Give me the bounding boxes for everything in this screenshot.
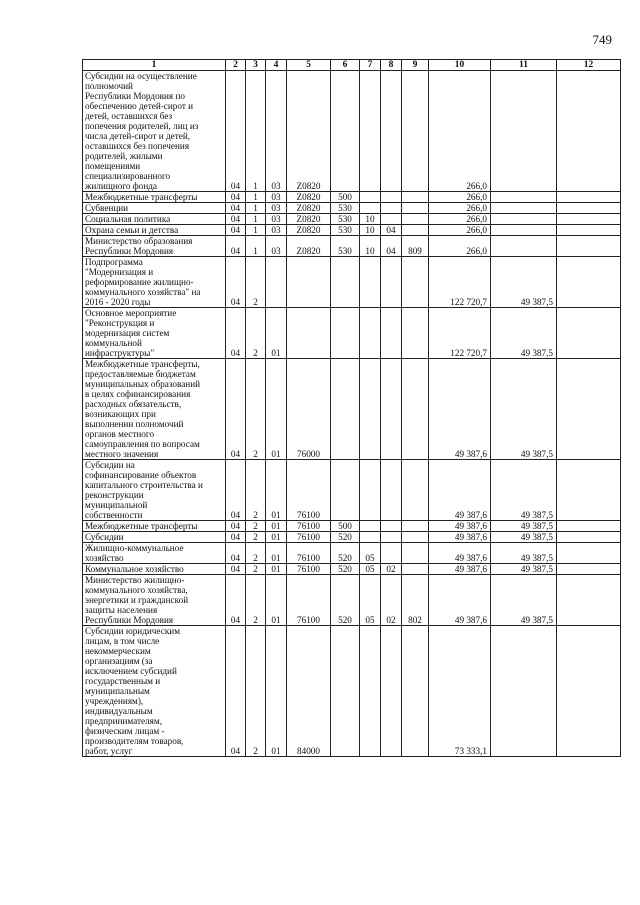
row-cell-c6: 500 (331, 521, 360, 532)
header-cell: 1 (83, 60, 226, 71)
row-cell-c11: 49 387,5 (491, 575, 557, 626)
row-cell-c4: 03 (266, 236, 287, 257)
row-cell-c12 (557, 564, 621, 575)
row-cell-c6: 500 (331, 192, 360, 203)
row-cell-c2: 04 (226, 214, 246, 225)
row-cell-c8 (381, 626, 402, 757)
row-cell-c4: 01 (266, 543, 287, 564)
row-cell-c7 (360, 203, 381, 214)
row-cell-c4: 01 (266, 532, 287, 543)
row-cell-c5: Z0820 (287, 225, 331, 236)
row-cell-c8 (381, 71, 402, 192)
row-cell-c4: 03 (266, 203, 287, 214)
row-name-cell: Жилищно-коммунальное хозяйство (83, 543, 226, 564)
row-name-cell: Коммунальное хозяйство (83, 564, 226, 575)
row-cell-c2: 04 (226, 192, 246, 203)
budget-table (82, 59, 621, 757)
row-cell-c10: 266,0 (429, 236, 491, 257)
row-cell-c7: 10 (360, 225, 381, 236)
table-row (83, 543, 621, 564)
table-row (83, 532, 621, 543)
row-cell-c10: 49 387,6 (429, 564, 491, 575)
row-cell-c2: 04 (226, 308, 246, 359)
row-cell-c7: 05 (360, 575, 381, 626)
row-cell-c8: 04 (381, 225, 402, 236)
table-row (83, 236, 621, 257)
row-cell-c3: 2 (246, 564, 266, 575)
row-cell-c4: 01 (266, 575, 287, 626)
row-cell-c12 (557, 308, 621, 359)
header-cell: 4 (266, 60, 287, 71)
row-cell-c9 (402, 214, 429, 225)
row-cell-c7 (360, 192, 381, 203)
row-cell-c4: 03 (266, 192, 287, 203)
row-cell-c7: 10 (360, 214, 381, 225)
row-cell-c3: 2 (246, 521, 266, 532)
row-name-cell: Основное мероприятие "Реконструкция и модернизация систем коммунальной инфраструктуры" (83, 308, 226, 359)
table-row (83, 71, 621, 192)
row-cell-c7: 05 (360, 564, 381, 575)
row-cell-c4: 03 (266, 225, 287, 236)
header-cell: 12 (557, 60, 621, 71)
row-cell-c5: 76100 (287, 532, 331, 543)
row-cell-c12 (557, 71, 621, 192)
row-cell-c10: 49 387,6 (429, 543, 491, 564)
row-cell-c10: 266,0 (429, 71, 491, 192)
row-cell-c3: 1 (246, 203, 266, 214)
row-cell-c8: 02 (381, 564, 402, 575)
row-cell-c9: 802 (402, 575, 429, 626)
row-cell-c11: 49 387,5 (491, 564, 557, 575)
row-cell-c12 (557, 203, 621, 214)
row-cell-c9 (402, 225, 429, 236)
table-row (83, 521, 621, 532)
row-cell-c8 (381, 203, 402, 214)
row-cell-c5: 76000 (287, 359, 331, 460)
row-cell-c2: 04 (226, 225, 246, 236)
row-cell-c5: 76100 (287, 564, 331, 575)
row-cell-c7 (360, 359, 381, 460)
row-cell-c3: 1 (246, 214, 266, 225)
row-cell-c3: 2 (246, 626, 266, 757)
row-cell-c10: 122 720,7 (429, 308, 491, 359)
row-cell-c12 (557, 192, 621, 203)
row-cell-c8 (381, 521, 402, 532)
row-name-cell: Субсидии на осуществление полномочий Республики Мордовия по обеспечению детей-сирот и детей, оставшихся без попечения родителей, лиц из числа детей-сирот и детей, оставшихся без попечения родителей, жилыми помещениями специализированного жилищного фонда (83, 71, 226, 192)
row-cell-c10: 49 387,6 (429, 359, 491, 460)
row-cell-c9 (402, 564, 429, 575)
row-cell-c9 (402, 192, 429, 203)
row-name-cell: Субсидии (83, 532, 226, 543)
row-cell-c8 (381, 257, 402, 308)
row-cell-c12 (557, 521, 621, 532)
header-cell: 9 (402, 60, 429, 71)
row-cell-c5: Z0820 (287, 214, 331, 225)
row-cell-c9 (402, 543, 429, 564)
table-row (83, 308, 621, 359)
row-cell-c4 (266, 257, 287, 308)
row-cell-c11: 49 387,5 (491, 543, 557, 564)
table-row (83, 225, 621, 236)
row-cell-c3: 2 (246, 532, 266, 543)
header-cell: 5 (287, 60, 331, 71)
table-row (83, 626, 621, 757)
row-cell-c3: 2 (246, 359, 266, 460)
row-cell-c8 (381, 308, 402, 359)
row-cell-c11: 49 387,5 (491, 359, 557, 460)
row-cell-c2: 04 (226, 460, 246, 521)
row-cell-c5: Z0820 (287, 71, 331, 192)
row-cell-c7: 05 (360, 543, 381, 564)
row-cell-c7 (360, 460, 381, 521)
row-cell-c7 (360, 521, 381, 532)
row-cell-c5: 76100 (287, 543, 331, 564)
row-cell-c12 (557, 214, 621, 225)
row-cell-c2: 04 (226, 257, 246, 308)
row-cell-c4: 03 (266, 71, 287, 192)
row-cell-c5: Z0820 (287, 192, 331, 203)
header-cell: 3 (246, 60, 266, 71)
header-row (83, 60, 621, 71)
row-cell-c9 (402, 257, 429, 308)
row-cell-c10: 49 387,6 (429, 460, 491, 521)
row-cell-c12 (557, 532, 621, 543)
row-cell-c6 (331, 71, 360, 192)
row-cell-c5: 76100 (287, 460, 331, 521)
row-cell-c9 (402, 359, 429, 460)
row-cell-c2: 04 (226, 564, 246, 575)
row-cell-c10: 49 387,6 (429, 532, 491, 543)
row-cell-c3: 2 (246, 543, 266, 564)
row-cell-c8 (381, 214, 402, 225)
row-cell-c11 (491, 626, 557, 757)
table-row (83, 575, 621, 626)
row-name-cell: Межбюджетные трансферты (83, 521, 226, 532)
row-cell-c9 (402, 308, 429, 359)
row-cell-c8: 04 (381, 236, 402, 257)
table-row (83, 359, 621, 460)
row-cell-c5: 76100 (287, 575, 331, 626)
row-cell-c10: 49 387,6 (429, 521, 491, 532)
row-cell-c7 (360, 626, 381, 757)
row-cell-c5: 76100 (287, 521, 331, 532)
row-cell-c3: 1 (246, 192, 266, 203)
row-cell-c4: 01 (266, 626, 287, 757)
row-cell-c8 (381, 192, 402, 203)
header-cell: 10 (429, 60, 491, 71)
row-cell-c2: 04 (226, 543, 246, 564)
row-cell-c9 (402, 460, 429, 521)
row-cell-c9 (402, 521, 429, 532)
row-cell-c6: 520 (331, 532, 360, 543)
row-cell-c10: 49 387,6 (429, 575, 491, 626)
row-name-cell: Субсидии юридическим лицам, в том числе некоммерческим организациям (за исключением субсидий государственным и муниципальным учреждениям), индивидуальным предпринимателям, физическим лицам - производителям товаров, работ, услуг (83, 626, 226, 757)
row-cell-c3: 1 (246, 236, 266, 257)
row-cell-c2: 04 (226, 532, 246, 543)
row-name-cell: Министерство жилищно- коммунального хозяйства, энергетики и гражданской защиты населения Республики Мордовия (83, 575, 226, 626)
row-cell-c6: 530 (331, 225, 360, 236)
row-name-cell: Подпрограмма "Модернизация и реформирование жилищно- коммунального хозяйства" на 2016 - 2020 годы (83, 257, 226, 308)
row-cell-c2: 04 (226, 236, 246, 257)
row-cell-c9 (402, 203, 429, 214)
row-cell-c11: 49 387,5 (491, 521, 557, 532)
row-cell-c12 (557, 626, 621, 757)
row-cell-c12 (557, 543, 621, 564)
row-cell-c4: 01 (266, 460, 287, 521)
row-cell-c6: 530 (331, 203, 360, 214)
row-cell-c8 (381, 460, 402, 521)
row-cell-c7: 10 (360, 236, 381, 257)
row-cell-c6: 520 (331, 564, 360, 575)
row-cell-c7 (360, 532, 381, 543)
row-cell-c9 (402, 71, 429, 192)
row-cell-c5: Z0820 (287, 203, 331, 214)
row-cell-c6: 530 (331, 236, 360, 257)
row-cell-c6: 520 (331, 543, 360, 564)
row-cell-c3: 1 (246, 71, 266, 192)
header-cell: 8 (381, 60, 402, 71)
table-row (83, 214, 621, 225)
row-cell-c10: 122 720,7 (429, 257, 491, 308)
row-cell-c4: 01 (266, 308, 287, 359)
row-name-cell: Межбюджетные трансферты, предоставляемые бюджетам муниципальных образований в целях софинансирования расходных обязательств, возникающих при выполнении полномочий органов местного самоуправления по вопросам местного значения (83, 359, 226, 460)
row-cell-c6 (331, 359, 360, 460)
header-cell: 7 (360, 60, 381, 71)
row-cell-c11 (491, 225, 557, 236)
row-cell-c11: 49 387,5 (491, 532, 557, 543)
row-cell-c5: Z0820 (287, 236, 331, 257)
table-row (83, 460, 621, 521)
row-cell-c9 (402, 532, 429, 543)
row-cell-c11 (491, 236, 557, 257)
row-cell-c12 (557, 236, 621, 257)
row-cell-c12 (557, 257, 621, 308)
row-cell-c2: 04 (226, 521, 246, 532)
row-cell-c3: 2 (246, 308, 266, 359)
row-cell-c4: 01 (266, 521, 287, 532)
row-cell-c7 (360, 308, 381, 359)
row-name-cell: Субвенции (83, 203, 226, 214)
row-cell-c10: 73 333,1 (429, 626, 491, 757)
row-cell-c10: 266,0 (429, 203, 491, 214)
header-cell: 11 (491, 60, 557, 71)
header-cell: 2 (226, 60, 246, 71)
row-name-cell: Субсидии на софинансирование объектов капитального строительства и реконструкции муниципальной собственности (83, 460, 226, 521)
row-cell-c12 (557, 225, 621, 236)
row-cell-c2: 04 (226, 71, 246, 192)
row-cell-c10: 266,0 (429, 225, 491, 236)
row-cell-c9: 809 (402, 236, 429, 257)
row-cell-c8 (381, 543, 402, 564)
row-cell-c3: 2 (246, 460, 266, 521)
row-cell-c4: 01 (266, 564, 287, 575)
row-cell-c11 (491, 203, 557, 214)
row-cell-c2: 04 (226, 359, 246, 460)
row-cell-c6 (331, 257, 360, 308)
row-name-cell: Межбюджетные трансферты (83, 192, 226, 203)
row-name-cell: Социальная политика (83, 214, 226, 225)
row-cell-c5 (287, 257, 331, 308)
row-cell-c11: 49 387,5 (491, 308, 557, 359)
row-cell-c6: 530 (331, 214, 360, 225)
row-name-cell: Охрана семьи и детства (83, 225, 226, 236)
table-row (83, 203, 621, 214)
header-cell: 6 (331, 60, 360, 71)
page-number: 749 (592, 32, 612, 47)
row-cell-c2: 04 (226, 575, 246, 626)
row-cell-c12 (557, 359, 621, 460)
row-cell-c6 (331, 626, 360, 757)
row-cell-c11 (491, 214, 557, 225)
row-cell-c7 (360, 257, 381, 308)
row-cell-c11: 49 387,5 (491, 257, 557, 308)
row-cell-c12 (557, 460, 621, 521)
row-cell-c8 (381, 532, 402, 543)
row-cell-c6 (331, 308, 360, 359)
row-cell-c8: 02 (381, 575, 402, 626)
row-cell-c8 (381, 359, 402, 460)
table-row (83, 564, 621, 575)
row-cell-c11: 49 387,5 (491, 460, 557, 521)
row-cell-c2: 04 (226, 203, 246, 214)
table-row (83, 192, 621, 203)
row-cell-c7 (360, 71, 381, 192)
row-cell-c2: 04 (226, 626, 246, 757)
row-cell-c5: 84000 (287, 626, 331, 757)
row-cell-c3: 1 (246, 225, 266, 236)
row-cell-c4: 01 (266, 359, 287, 460)
row-cell-c5 (287, 308, 331, 359)
row-cell-c3: 2 (246, 257, 266, 308)
row-cell-c10: 266,0 (429, 192, 491, 203)
row-cell-c11 (491, 192, 557, 203)
row-cell-c3: 2 (246, 575, 266, 626)
row-cell-c9 (402, 626, 429, 757)
row-name-cell: Министерство образования Республики Мордовия (83, 236, 226, 257)
row-cell-c10: 266,0 (429, 214, 491, 225)
row-cell-c6: 520 (331, 575, 360, 626)
row-cell-c11 (491, 71, 557, 192)
row-cell-c6 (331, 460, 360, 521)
row-cell-c12 (557, 575, 621, 626)
row-cell-c4: 03 (266, 214, 287, 225)
table-row (83, 257, 621, 308)
